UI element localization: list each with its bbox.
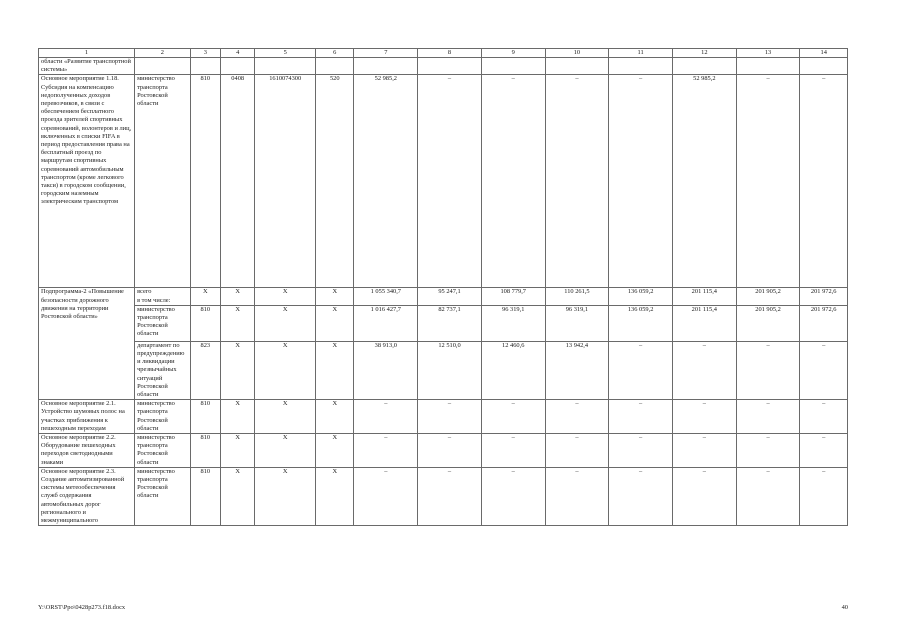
cell-value: 108 779,7 bbox=[481, 288, 545, 305]
cell-value: 12 460,6 bbox=[481, 341, 545, 399]
cell-value: – bbox=[800, 434, 848, 468]
cell-value: 38 913,0 bbox=[354, 341, 418, 399]
cell-grbs: 810 bbox=[190, 75, 220, 288]
cell-vr: 520 bbox=[316, 75, 354, 288]
cell-grbs: 810 bbox=[190, 305, 220, 341]
col-header: 13 bbox=[736, 49, 800, 58]
cell-grbs: X bbox=[190, 288, 220, 305]
col-header: 7 bbox=[354, 49, 418, 58]
cell-value: 1 016 427,7 bbox=[354, 305, 418, 341]
footer-file-path: Y:\ORST\Ppo\0428p273.f18.docx bbox=[38, 604, 126, 611]
cell-value: 201 972,6 bbox=[800, 305, 848, 341]
cell-value: – bbox=[418, 400, 482, 434]
cell-grbs: 810 bbox=[190, 467, 220, 525]
cell-value: – bbox=[609, 341, 673, 399]
table-row-measure-2-2 bbox=[39, 434, 848, 468]
cell-rzpr: X bbox=[221, 288, 255, 305]
cell-value: – bbox=[354, 434, 418, 468]
cell-executor: департамент по предупреждению и ликвидации чрезвычайных ситуаций Ростовской области bbox=[135, 341, 191, 399]
cell-name: Основное мероприятие 2.1. Устройство шумовых полос на участках приближения к пешеходным переходам bbox=[39, 400, 135, 434]
table-row-measure-2-1 bbox=[39, 400, 848, 434]
footer-page-number: 40 bbox=[841, 604, 848, 611]
cell-value: 95 247,1 bbox=[418, 288, 482, 305]
cell-value: 201 905,2 bbox=[736, 288, 800, 305]
cell-value: – bbox=[672, 467, 736, 525]
col-header: 5 bbox=[255, 49, 316, 58]
cell-vr: X bbox=[316, 467, 354, 525]
cell-csr: X bbox=[255, 400, 316, 434]
cell-value: – bbox=[545, 434, 609, 468]
column-number-row bbox=[39, 49, 848, 58]
cell-line: всего bbox=[137, 288, 152, 296]
budget-table bbox=[38, 48, 848, 526]
table-row-measure-1-18 bbox=[39, 75, 848, 288]
cell-value: – bbox=[609, 75, 673, 288]
cell-value: 13 942,4 bbox=[545, 341, 609, 399]
cell-value: – bbox=[418, 467, 482, 525]
cell-csr: 1610074300 bbox=[255, 75, 316, 288]
col-header: 11 bbox=[609, 49, 673, 58]
cell-value: 201 972,6 bbox=[800, 288, 848, 305]
table-row-continuation bbox=[39, 58, 848, 75]
cell-rzpr: X bbox=[221, 341, 255, 399]
cell-csr: X bbox=[255, 341, 316, 399]
cell-executor: министерство транспорта Ростовской области bbox=[135, 75, 191, 288]
cell-grbs: 810 bbox=[190, 400, 220, 434]
col-header: 4 bbox=[221, 49, 255, 58]
cell-value: 136 059,2 bbox=[609, 305, 673, 341]
col-header: 12 bbox=[672, 49, 736, 58]
col-header: 6 bbox=[316, 49, 354, 58]
col-header: 1 bbox=[39, 49, 135, 58]
cell-value: – bbox=[354, 400, 418, 434]
cell-value: – bbox=[800, 467, 848, 525]
cell-value: – bbox=[481, 467, 545, 525]
cell-value: – bbox=[545, 400, 609, 434]
cell-value: – bbox=[545, 467, 609, 525]
cell-executor bbox=[135, 288, 191, 305]
cell-csr: X bbox=[255, 305, 316, 341]
cell-rzpr: X bbox=[221, 467, 255, 525]
cell-value: – bbox=[800, 341, 848, 399]
cell-value: 12 510,0 bbox=[418, 341, 482, 399]
cell-value: – bbox=[545, 75, 609, 288]
cell-vr: X bbox=[316, 341, 354, 399]
cell-value: – bbox=[736, 400, 800, 434]
cell-csr: X bbox=[255, 467, 316, 525]
table-row-sub-ministry bbox=[39, 305, 848, 341]
cell-value: – bbox=[609, 400, 673, 434]
cell-value: – bbox=[609, 467, 673, 525]
cell-name: Подпрограмма-2 «Повышение безопасности дорожного движения на территории Ростовской области» bbox=[39, 288, 135, 400]
cell-value: 1 055 340,7 bbox=[354, 288, 418, 305]
cell-value: – bbox=[354, 467, 418, 525]
cell-line: в том числе: bbox=[137, 296, 171, 304]
col-header: 2 bbox=[135, 49, 191, 58]
table-row-sub-emergency bbox=[39, 341, 848, 399]
cell-value: 110 261,5 bbox=[545, 288, 609, 305]
col-header: 8 bbox=[418, 49, 482, 58]
cell-value: 201 905,2 bbox=[736, 305, 800, 341]
cell-value: 52 985,2 bbox=[354, 75, 418, 288]
cell-value: – bbox=[672, 400, 736, 434]
cell-value: – bbox=[672, 341, 736, 399]
cell-value: – bbox=[481, 434, 545, 468]
cell-value: – bbox=[736, 467, 800, 525]
cell-vr: X bbox=[316, 434, 354, 468]
cell-value: 96 319,1 bbox=[545, 305, 609, 341]
cell-executor: министерство транспорта Ростовской области bbox=[135, 400, 191, 434]
cell-rzpr: 0408 bbox=[221, 75, 255, 288]
cell-value: – bbox=[800, 400, 848, 434]
cell-value: 52 985,2 bbox=[672, 75, 736, 288]
cell-value: – bbox=[418, 75, 482, 288]
cell-name: Основное мероприятие 1.18. Субсидия на компенсацию недополученных доходов перевозчиков, в связи с обеспечением бесплатного проезда зрителей спортивных соревнований, волонтеров и лиц, включенных в списки FIFA в период предоставления права на бесплатный проезд по маршрутам спортивных соревнований автомобильным транспортом (кроме легкового такси) в городском сообщении, городским наземным электрическим транспортом bbox=[39, 75, 135, 288]
table-row-measure-2-3 bbox=[39, 467, 848, 525]
cell-csr: X bbox=[255, 288, 316, 305]
col-header: 10 bbox=[545, 49, 609, 58]
cell-name: Основное мероприятие 2.2. Оборудование пешеходных переходов светодиодными знаками bbox=[39, 434, 135, 468]
cell-value: – bbox=[481, 400, 545, 434]
cell-value: – bbox=[672, 434, 736, 468]
col-header: 3 bbox=[190, 49, 220, 58]
cell-grbs: 823 bbox=[190, 341, 220, 399]
cell-csr: X bbox=[255, 434, 316, 468]
cell-rzpr: X bbox=[221, 434, 255, 468]
cell-value: – bbox=[736, 341, 800, 399]
cell-name: Основное мероприятие 2.3. Создание автоматизированной системы метеообеспечения служб содержания автомобильных дорог регионального и межмуниципального bbox=[39, 467, 135, 525]
cell-executor: министерство транспорта Ростовской области bbox=[135, 467, 191, 525]
cell-rzpr: X bbox=[221, 400, 255, 434]
cell-value: – bbox=[481, 75, 545, 288]
cell-executor: министерство транспорта Ростовской области bbox=[135, 434, 191, 468]
cell-value: – bbox=[736, 75, 800, 288]
cell-value: – bbox=[736, 434, 800, 468]
cell-rzpr: X bbox=[221, 305, 255, 341]
cell-value: – bbox=[609, 434, 673, 468]
cell-vr: X bbox=[316, 288, 354, 305]
cell-value: 201 115,4 bbox=[672, 305, 736, 341]
col-header: 14 bbox=[800, 49, 848, 58]
table-row-subprogram-2 bbox=[39, 288, 848, 305]
cell-name: области «Развитие транспортной системы» bbox=[39, 58, 135, 75]
cell-value: 136 059,2 bbox=[609, 288, 673, 305]
cell-value: 96 319,1 bbox=[481, 305, 545, 341]
cell-vr: X bbox=[316, 305, 354, 341]
cell-value: 201 115,4 bbox=[672, 288, 736, 305]
cell-executor: министерство транспорта Ростовской области bbox=[135, 305, 191, 341]
cell-value: 82 737,1 bbox=[418, 305, 482, 341]
cell-value: – bbox=[800, 75, 848, 288]
cell-grbs: 810 bbox=[190, 434, 220, 468]
cell-vr: X bbox=[316, 400, 354, 434]
cell-value: – bbox=[418, 434, 482, 468]
col-header: 9 bbox=[481, 49, 545, 58]
